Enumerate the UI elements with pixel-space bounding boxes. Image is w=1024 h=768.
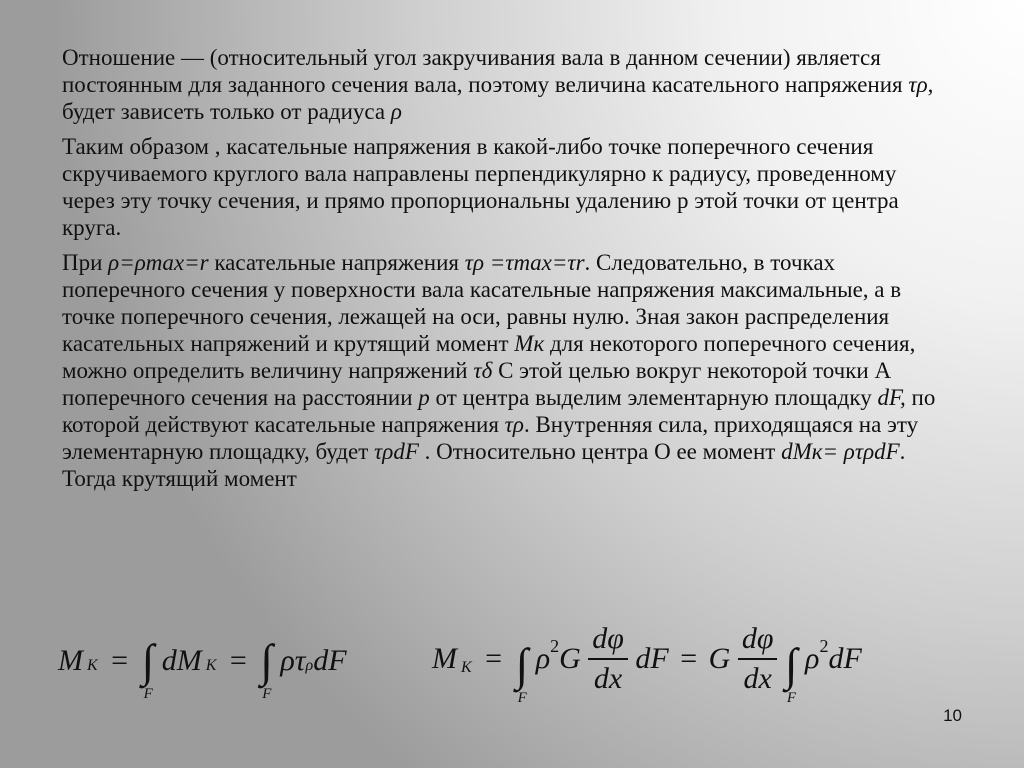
f2-num-1: dφ [588,620,628,660]
f1-sub-rho: ρ [305,657,314,674]
f2-integral-2: ∫ F [784,639,798,706]
f2-den-2: dx [743,662,772,695]
f2-fraction-1 [588,620,628,698]
f1-df: dF [313,644,347,677]
p3-text-i: С этой целью вокруг некоторой точки А поперечного сечения на расстоянии [62,358,892,410]
f2-g-2: G [708,642,731,675]
f1-m: M [58,644,83,677]
p3-symbol-df: dF, [877,385,906,410]
p3-text-c: касательные напряжения [208,250,465,275]
p3-symbol-tau-rho: τρ [504,412,524,437]
f2-g-1: G [559,642,581,675]
f1-limit-2: F [262,686,272,702]
f1-sub-k: K [87,657,98,674]
f2-limit-1: F [517,690,527,706]
paragraph-1 [62,44,952,125]
p3-symbol-mk: Мк [514,331,545,356]
f2-equals-1: = [485,642,503,675]
p3-text-a: При [62,250,109,275]
f1-dm: dM [161,644,202,677]
f1-integral-1: ∫ F [141,635,155,702]
f2-sub-k: K [461,658,472,676]
f2-m: M [432,642,457,675]
f2-fraction-2 [738,620,778,698]
f1-integral-2: ∫ F [260,635,273,702]
paragraph-3 [62,249,952,492]
p3-text-m: по которой действуют касательные напряжения [62,385,936,437]
f2-equals-2: = [680,642,698,675]
f2-rho-2: ρ [805,642,820,675]
f2-sup-2-b: 2 [819,635,829,656]
p1-symbol-tau-rho: τρ [908,72,928,97]
page-number: 10 [943,706,962,725]
formula-torque-result [432,620,862,706]
f2-den-1: dx [593,662,623,695]
f1-sub-k-2: K [205,657,217,674]
p1-text-c: , будет зависеть только от радиуса [62,72,934,124]
p3-symbol-p: р [418,385,430,410]
p1-symbol-rho: ρ [390,99,402,124]
p3-text-s: . Тогда крутящий момент [62,439,906,491]
f1-equals-2: = [229,644,247,677]
p3-text-g: для некоторого поперечного сечения, можно определить величину напряжений [62,331,916,383]
f2-df-1: dF [635,642,669,675]
p3-text-o: . Внутренняя сила, приходящаяся на эту элементарную площадку, будет [62,412,919,464]
f2-rho-1: ρ [535,642,551,675]
p3-text-q: . Относительно центра О ее момент [418,439,782,464]
f2-integral-1: ∫ F [515,639,529,706]
f1-rho-tau: ρτ [280,644,306,677]
f2-df-2: dF [828,642,862,675]
p3-expr-rho-max: ρ=ρmax=r [108,250,209,275]
f2-limit-2: F [786,690,797,706]
f2-num-2: dφ [738,620,778,660]
p3-text-e: . Следовательно, в точках поперечного сечения у поверхности вала касательные напряжения максимальные, а в точке поперечного сечения, лежащей на оси, равны нулю. Зная закон распределения касательных напряжений и крутящий момент [62,250,902,356]
paragraph-2: Таким образом , касательные напряжения в какой-либо точке поперечного сечения скручиваемого круглого вала направлены перпендикулярно к радиусу, проведенному через эту точку сечения, и прямо пропорциональны удалению р этой точки от центра круга. [62,134,899,240]
p3-expr-tau-max: τρ =τmax=τr [464,250,585,275]
f1-limit-1: F [143,686,153,702]
formula-torque-integral [58,632,347,702]
p3-symbol-tau-delta: τδ [473,358,493,383]
p3-text-k: от центра выделим элементарную площадку [429,385,878,410]
slide-text [62,44,952,500]
f1-equals-1: = [111,644,129,677]
p1-text-a: Отношение — (относительный угол закручивания вала в данном сечении) является постоянным для заданного сечения вала, поэтому величина касательного напряжения [62,45,909,97]
f2-sup-2-a: 2 [550,635,560,656]
p3-expr-dmk: dMк= ρτρdF [781,439,900,464]
p3-expr-tau-rho-df: τρdF [374,439,419,464]
